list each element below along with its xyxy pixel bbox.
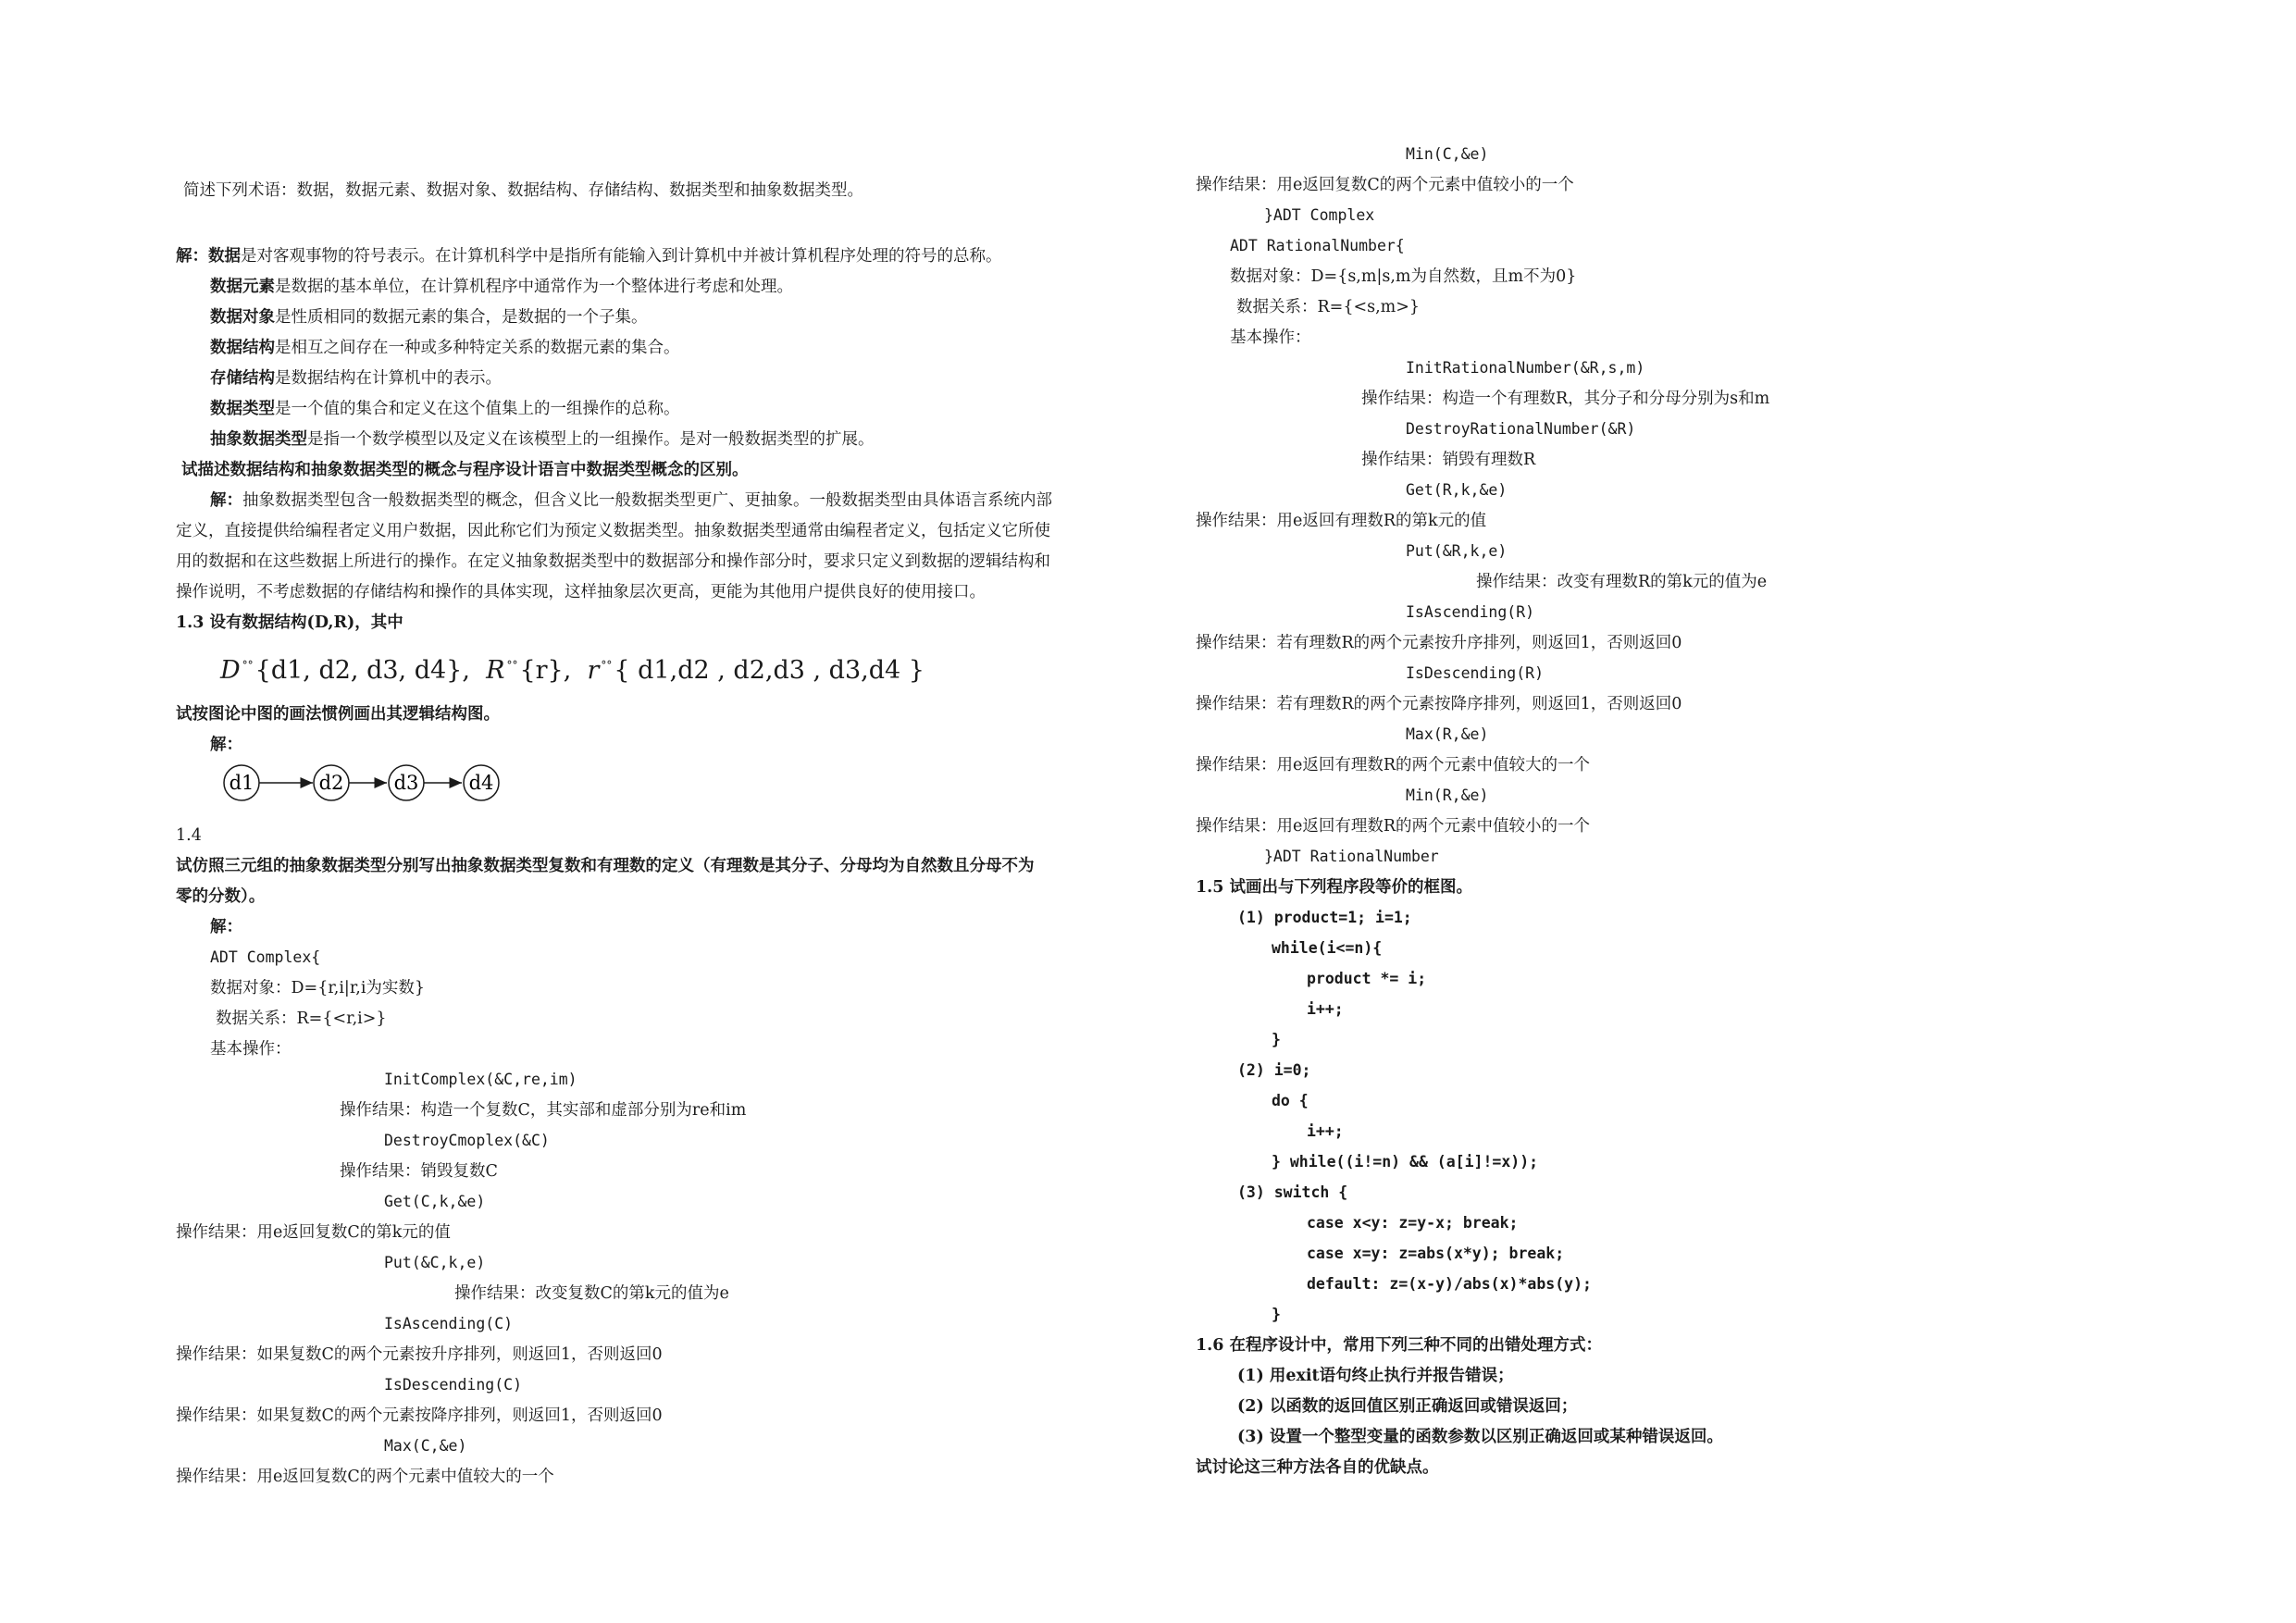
adt-line: 操作结果：若有理数R的两个元素按降序排列，则返回1，否则返回0	[1196, 695, 1682, 713]
adt-line: Min(R,&e)	[1406, 787, 1489, 804]
adt-line: 操作结果：如果复数C的两个元素按降序排列，则返回1，否则返回0	[176, 1406, 663, 1425]
answer-label: 解：	[210, 736, 242, 754]
code-line: case x=y: z=abs(x*y); break;	[1307, 1245, 1565, 1262]
code-line: } while((i!=n) && (a[i]!=x));	[1272, 1153, 1539, 1171]
adt-line: InitRationalNumber(&R,s,m)	[1406, 359, 1645, 377]
adt-line: Get(R,k,&e)	[1406, 481, 1508, 499]
adt-line: InitComplex(&C,re,im)	[384, 1071, 577, 1088]
code-line: (3) switch {	[1237, 1183, 1348, 1201]
term-line	[210, 338, 680, 358]
adt-line: 数据对象：D={r,i|r,i为实数}	[210, 979, 426, 997]
term: 抽象数据类型	[210, 430, 307, 449]
q16-item: (2) 以函数的返回值区别正确返回或错误返回；	[1237, 1397, 1578, 1416]
code-line: while(i<=n){	[1272, 939, 1383, 957]
adt-line: Min(C,&e)	[1406, 145, 1489, 163]
graph-node	[314, 765, 349, 800]
term-definition: 是相互之间存在一种或多种特定关系的数据元素的集合。	[275, 339, 680, 357]
svg-text:d2: d2	[318, 772, 344, 794]
svg-text:d4: d4	[468, 772, 494, 794]
q16-item: (3) 设置一个整型变量的函数参数以区别正确返回或某种错误返回。	[1237, 1428, 1723, 1446]
term: 数据	[208, 247, 241, 266]
q2-answer-line: 解：抽象数据类型包含一般数据类型的概念，但含义比一般数据类型更广、更抽象。一般数据类型由具体语言系统内部	[210, 491, 1052, 510]
adt-line: 操作结果：构造一个有理数R，其分子和分母分别为s和m	[1361, 390, 1770, 408]
q13-instruction: 试按图论中图的画法惯例画出其逻辑结构图。	[176, 705, 500, 724]
adt-line: 数据关系：R={<r,i>}	[216, 1010, 387, 1028]
adt-line: 基本操作：	[1230, 328, 1311, 347]
adt-line: ADT RationalNumber{	[1230, 237, 1405, 254]
code-line: default: z=(x-y)/abs(x)*abs(y);	[1307, 1275, 1592, 1293]
q2-title: 试描述数据结构和抽象数据类型的概念与程序设计语言中数据类型概念的区别。	[181, 461, 749, 479]
answer-label: 解：	[210, 491, 242, 510]
q2-answer-line: 操作说明，不考虑数据的存储结构和操作的具体实现，这样抽象层次更高，更能为其他用户提供良好的使用接口。	[176, 583, 986, 601]
adt-line: 操作结果：用e返回复数C的两个元素中值较大的一个	[176, 1468, 554, 1486]
adt-line: DestroyRationalNumber(&R)	[1406, 420, 1636, 438]
adt-line: 数据对象：D={s,m|s,m为自然数，且m不为0}	[1230, 267, 1577, 286]
q16-title: 1.6 在程序设计中，常用下列三种不同的出错处理方式：	[1196, 1336, 1603, 1355]
term-definition: 是性质相同的数据元素的集合，是数据的一个子集。	[275, 308, 648, 327]
code-line: i++;	[1307, 1000, 1344, 1018]
code-line: i++;	[1307, 1122, 1344, 1140]
adt-line: 操作结果：若有理数R的两个元素按升序排列，则返回1，否则返回0	[1196, 634, 1682, 652]
term-definition: 是对客观事物的符号表示。在计算机科学中是指所有能输入到计算机中并被计算机程序处理的符号的总称。	[241, 247, 1002, 266]
adt-line: 操作结果：如果复数C的两个元素按升序排列，则返回1，否则返回0	[176, 1345, 663, 1364]
adt-line: 操作结果：用e返回有理数R的第k元的值	[1196, 512, 1487, 530]
code-line: do {	[1272, 1092, 1309, 1109]
q13-formula: D °°{d1, d2, d3, d4}, R °°{r}, r °°{ d1,d2 , d2,d3 , d3,d4 }	[220, 656, 925, 685]
code-line: product *= i;	[1307, 970, 1427, 987]
logic-structure-diagram	[217, 761, 504, 805]
term-line	[210, 399, 680, 419]
svg-text:d1: d1	[229, 772, 254, 794]
adt-line: 操作结果：用e返回有理数R的两个元素中值较小的一个	[1196, 817, 1591, 836]
intro-question: 简述下列术语：数据，数据元素、数据对象、数据结构、存储结构、数据类型和抽象数据类型。	[183, 181, 863, 200]
term-definition: 是指一个数学模型以及定义在该模型上的一组操作。是对一般数据类型的扩展。	[307, 430, 875, 449]
q15-title: 1.5 试画出与下列程序段等价的框图。	[1196, 878, 1473, 897]
answer-label: 解：	[176, 247, 208, 266]
graph-node	[224, 765, 259, 800]
adt-line: }ADT RationalNumber	[1264, 848, 1439, 865]
adt-line: 操作结果：用e返回有理数R的两个元素中值较大的一个	[1196, 756, 1591, 774]
code-line: }	[1272, 1306, 1281, 1323]
q2-answer-line: 用的数据和在这些数据上所进行的操作。在定义抽象数据类型中的数据部分和操作部分时，要求只定义到数据的逻辑结构和	[176, 552, 1050, 571]
q14-title: 试仿照三元组的抽象数据类型分别写出抽象数据类型复数和有理数的定义（有理数是其分子、分母均为自然数且分母不为	[176, 857, 1035, 875]
term: 数据类型	[210, 400, 275, 418]
graph-node	[389, 765, 424, 800]
adt-line: Max(C,&e)	[384, 1437, 467, 1455]
term-definition: 是数据结构在计算机中的表示。	[275, 369, 502, 388]
term-definition: 是一个值的集合和定义在这个值集上的一组操作的总称。	[275, 400, 680, 418]
svg-text:d3: d3	[393, 772, 419, 794]
adt-line: 操作结果：改变有理数R的第k元的值为e	[1476, 573, 1768, 591]
term-line	[210, 307, 648, 328]
adt-line: 操作结果：销毁复数C	[340, 1162, 498, 1181]
adt-line: Max(R,&e)	[1406, 725, 1489, 743]
adt-line: ADT Complex{	[210, 948, 321, 966]
q14-title-cont: 零的分数）。	[176, 887, 266, 906]
term-line	[210, 368, 502, 389]
code-line: }	[1272, 1031, 1281, 1048]
code-line: (1) product=1; i=1;	[1237, 909, 1412, 926]
adt-line: IsAscending(R)	[1406, 603, 1535, 621]
adt-line: 操作结果：销毁有理数R	[1361, 451, 1536, 469]
adt-line: 基本操作：	[210, 1040, 292, 1059]
q2-answer-line: 定义，直接提供给编程者定义用户数据，因此称它们为预定义数据类型。抽象数据类型通常由编程者定义，包括定义它所使	[176, 522, 1050, 540]
term: 数据结构	[210, 339, 275, 357]
adt-line: 操作结果：用e返回复数C的两个元素中值较小的一个	[1196, 176, 1574, 194]
adt-line: Put(&C,k,e)	[384, 1254, 486, 1271]
adt-line: DestroyCmoplex(&C)	[384, 1132, 550, 1149]
answer-block-1	[176, 246, 1002, 266]
adt-line: 操作结果：构造一个复数C，其实部和虚部分别为re和im	[340, 1101, 747, 1120]
term: 数据对象	[210, 308, 275, 327]
q16-ask: 试讨论这三种方法各自的优缺点。	[1196, 1458, 1439, 1477]
adt-line: 操作结果：改变复数C的第k元的值为e	[454, 1284, 729, 1303]
q14-number: 1.4	[176, 826, 202, 845]
term: 数据元素	[210, 278, 275, 296]
term: 存储结构	[210, 369, 275, 388]
graph-node	[464, 765, 499, 800]
term-line	[210, 429, 875, 450]
adt-line: IsDescending(C)	[384, 1376, 523, 1394]
code-line: case x<y: z=y-x; break;	[1307, 1214, 1519, 1232]
term-line	[210, 277, 793, 297]
adt-line: IsDescending(R)	[1406, 664, 1545, 682]
adt-line: IsAscending(C)	[384, 1315, 514, 1332]
answer-label: 解：	[210, 918, 242, 936]
q13-title: 1.3 设有数据结构(D,R)，其中	[176, 613, 403, 632]
q16-item: (1) 用exit语句终止执行并报告错误；	[1237, 1367, 1514, 1385]
code-line: (2) i=0;	[1237, 1061, 1311, 1079]
adt-line: }ADT Complex	[1264, 206, 1375, 224]
adt-line: Put(&R,k,e)	[1406, 542, 1508, 560]
adt-line: 操作结果：用e返回复数C的第k元的值	[176, 1223, 451, 1242]
adt-line: Get(C,k,&e)	[384, 1193, 486, 1210]
term-definition: 是数据的基本单位，在计算机程序中通常作为一个整体进行考虑和处理。	[275, 278, 793, 296]
adt-line: 数据关系：R={<s,m>}	[1236, 298, 1421, 316]
